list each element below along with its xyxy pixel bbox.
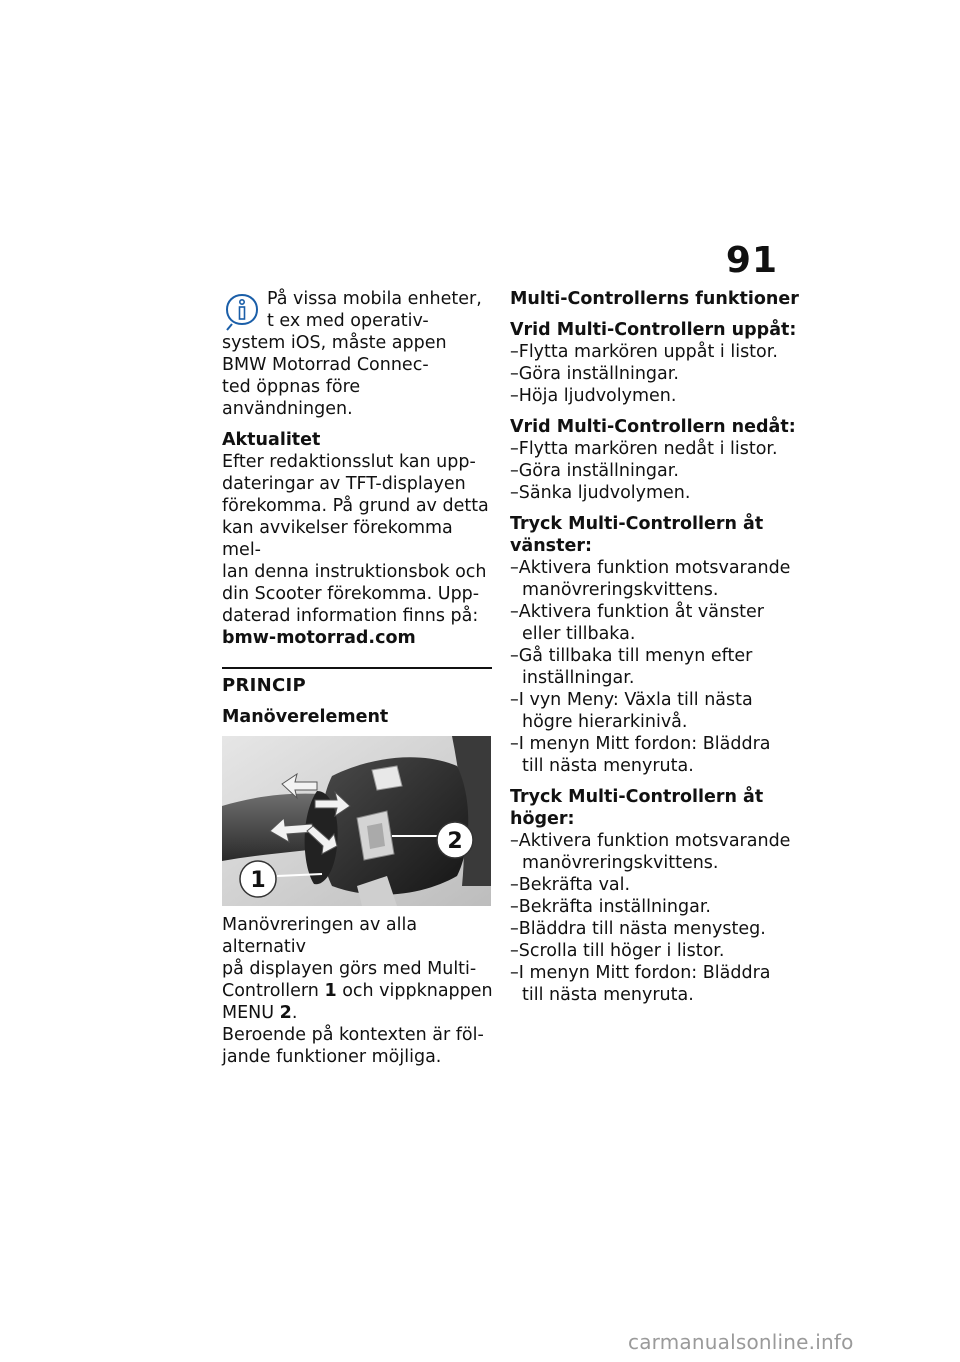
left-column: [222, 288, 494, 1068]
note-line: ted öppnas före användningen.: [222, 377, 361, 419]
function-list: [510, 438, 800, 504]
function-list-item: [510, 460, 800, 482]
function-section-title: Vrid Multi-Controllern nedåt:: [510, 417, 796, 437]
aktualitet-line: lan denna instruktionsbok och: [222, 562, 487, 582]
reference-number-2: 2: [279, 1003, 292, 1023]
function-list-item: [510, 940, 800, 962]
function-list-item: [510, 918, 800, 940]
list-item-text: –Aktivera funktion åt vänster: [510, 602, 765, 622]
princip-heading: PRINCIP: [222, 675, 307, 696]
watermark: carmanualsonline.info: [628, 1330, 854, 1354]
caption-text: Controllern: [222, 981, 325, 1001]
context-line: Beroende på kontexten är föl-: [222, 1025, 484, 1045]
function-list-item: [510, 601, 800, 645]
manoverelement-heading: Manöverelement: [222, 707, 389, 727]
list-item-text: –Aktivera funktion motsvarande: [510, 831, 791, 851]
function-list-item: [510, 341, 800, 363]
function-list-item: [510, 557, 800, 601]
function-section-title: vänster:: [510, 536, 592, 556]
note-line: t ex med operativ-: [267, 311, 429, 331]
function-list-item: [510, 363, 800, 385]
note-line: system iOS, måste appen: [222, 333, 447, 353]
list-item-text: –Göra inställningar.: [510, 364, 679, 384]
caption-line: Manövreringen av alla alternativ: [222, 915, 418, 957]
list-item-text: –Gå tillbaka till menyn efter: [510, 646, 753, 666]
function-list-item: [510, 482, 800, 504]
function-list-item: [510, 962, 800, 1006]
handlebar-illustration: [222, 736, 491, 906]
caption-line: [222, 1002, 494, 1024]
aktualitet-line: förekomma. På grund av detta: [222, 496, 489, 516]
function-list-item: [510, 645, 800, 689]
list-item-text: –I menyn Mitt fordon: Bläddra: [510, 734, 771, 754]
handlebar-controls-photo: [222, 736, 491, 906]
list-item-text: manövreringskvittens.: [522, 580, 719, 600]
function-list-item: [510, 438, 800, 460]
list-item-text: –Aktivera funktion motsvarande: [510, 558, 791, 578]
list-item-text: eller tillbaka.: [522, 624, 636, 644]
aktualitet-line: kan avvikelser förekomma mel-: [222, 518, 453, 560]
list-item-text: –Flytta markören nedåt i listor.: [510, 439, 778, 459]
page-number: 91: [725, 240, 778, 281]
function-list-item: [510, 830, 800, 874]
caption-line: på displayen görs med Multi-: [222, 959, 477, 979]
function-list-item: [510, 874, 800, 896]
list-item-text: till nästa menyruta.: [522, 985, 694, 1005]
list-item-text: inställningar.: [522, 668, 635, 688]
function-list-item: [510, 689, 800, 733]
function-list: [510, 557, 800, 777]
section-divider: [222, 667, 492, 669]
list-item-text: till nästa menyruta.: [522, 756, 694, 776]
aktualitet-line: dateringar av TFT-displayen: [222, 474, 466, 494]
list-item-text: –I vyn Meny: Växla till nästa: [510, 690, 753, 710]
caption-text: och vippknappen: [336, 981, 493, 1001]
reference-number-1: 1: [324, 981, 337, 1001]
context-line: jande funktioner möjliga.: [222, 1047, 442, 1067]
caption-line: [222, 980, 494, 1002]
info-icon: [224, 292, 260, 332]
function-list: [510, 341, 800, 407]
caption-text: .: [291, 1003, 298, 1023]
aktualitet-heading: Aktualitet: [222, 430, 321, 450]
callout-label-2: 2: [447, 829, 463, 854]
right-column: [510, 288, 800, 1006]
function-section-title: Tryck Multi-Controllern åt: [510, 514, 764, 534]
function-list-item: [510, 385, 800, 407]
function-section-title: Tryck Multi-Controllern åt: [510, 787, 764, 807]
list-item-text: –Höja ljudvolymen.: [510, 386, 677, 406]
callout-label-1: 1: [250, 868, 266, 893]
list-item-text: högre hierarkinivå.: [522, 712, 688, 732]
function-section-title: höger:: [510, 809, 575, 829]
list-item-text: –Bekräfta val.: [510, 875, 631, 895]
function-list-item: [510, 896, 800, 918]
list-item-text: –I menyn Mitt fordon: Bläddra: [510, 963, 771, 983]
caption-text: MENU: [222, 1003, 280, 1023]
function-list-item: [510, 733, 800, 777]
list-item-text: –Flytta markören uppåt i listor.: [510, 342, 778, 362]
list-item-text: –Bläddra till nästa menysteg.: [510, 919, 766, 939]
function-list: [510, 830, 800, 1006]
website-link[interactable]: bmw-motorrad.com: [222, 628, 416, 648]
aktualitet-line: daterad information finns på:: [222, 606, 479, 626]
functions-heading: Multi-Controllerns funktioner: [510, 289, 799, 309]
info-note: [222, 288, 494, 420]
aktualitet-line: din Scooter förekomma. Upp-: [222, 584, 480, 604]
list-item-text: –Sänka ljudvolymen.: [510, 483, 691, 503]
function-sections: [510, 310, 800, 1006]
list-item-text: –Göra inställningar.: [510, 461, 679, 481]
list-item-text: –Scrolla till höger i listor.: [510, 941, 725, 961]
function-section-title: Vrid Multi-Controllern uppåt:: [510, 320, 797, 340]
list-item-text: manövreringskvittens.: [522, 853, 719, 873]
aktualitet-line: Efter redaktionsslut kan upp-: [222, 452, 476, 472]
note-line: BMW Motorrad Connec-: [222, 355, 429, 375]
list-item-text: –Bekräfta inställningar.: [510, 897, 711, 917]
note-line: På vissa mobila enheter,: [267, 289, 482, 309]
